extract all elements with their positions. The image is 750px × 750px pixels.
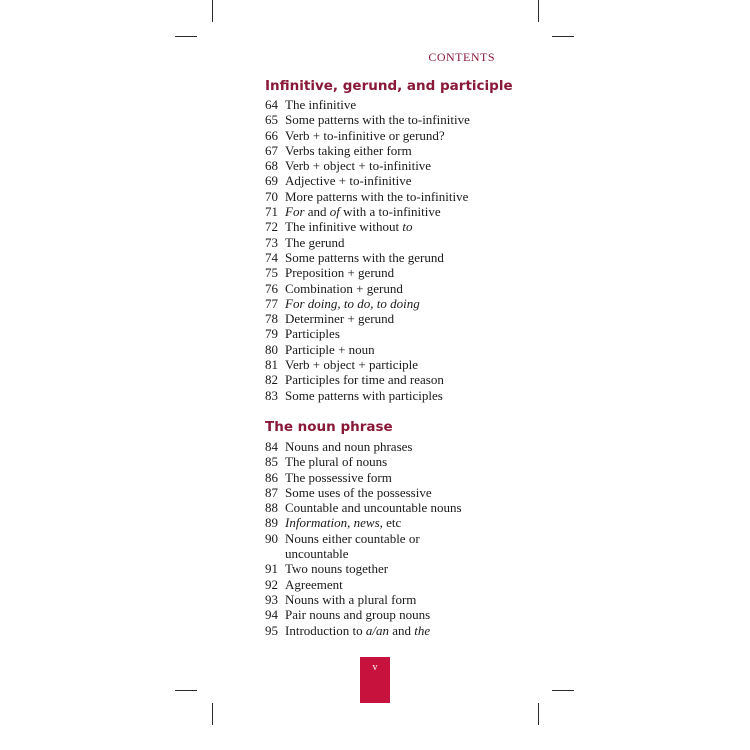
toc-entry-title: The gerund <box>285 234 345 250</box>
toc-entry-title: Nouns either countable or uncountable <box>285 531 505 562</box>
toc-entry-title: Verb + object + participle <box>285 357 419 373</box>
toc-entry-title: Some patterns with the gerund <box>285 249 444 265</box>
toc-entry-title: Participles <box>285 326 340 342</box>
crop-mark-left-bottom <box>175 690 197 691</box>
crop-mark-bottom-left <box>212 703 213 725</box>
page-number: v <box>372 662 378 673</box>
toc-entry-number: 84 <box>265 439 278 454</box>
toc-entry-title: Combination + gerund <box>285 280 403 296</box>
toc-entry[interactable] <box>265 204 505 219</box>
crop-mark-right-top <box>552 36 574 37</box>
toc-entry-number: 77 <box>265 295 278 311</box>
toc-entry[interactable] <box>265 173 505 188</box>
toc-entry[interactable] <box>265 281 505 296</box>
crop-mark-left-top <box>175 36 197 37</box>
toc-entry-title: Introduction to a/an and the <box>285 622 431 638</box>
toc-entry[interactable] <box>265 311 505 326</box>
toc-entry[interactable] <box>265 561 505 576</box>
toc-entry-title: Information, news, etc <box>285 515 402 531</box>
toc-entry[interactable] <box>265 342 505 357</box>
toc-entry[interactable] <box>265 577 505 592</box>
toc-entry[interactable] <box>265 158 505 173</box>
toc-entry-number: 76 <box>265 280 278 296</box>
toc-entry-title: Nouns with a plural form <box>285 591 417 607</box>
toc-entry-number: 70 <box>265 188 278 204</box>
toc-entry[interactable] <box>265 265 505 280</box>
toc-entry-number: 92 <box>265 576 278 592</box>
toc-entry-number: 73 <box>265 234 278 250</box>
toc-entry[interactable] <box>265 250 505 265</box>
toc-entry[interactable] <box>265 372 505 387</box>
toc-entry[interactable] <box>265 470 505 485</box>
toc-entry[interactable] <box>265 326 505 341</box>
toc-entry[interactable] <box>265 515 505 530</box>
toc-entry-title: Verb + object + to-infinitive <box>285 158 432 174</box>
toc-entry-title: The possessive form <box>285 469 392 485</box>
toc-entry-number: 82 <box>265 372 278 388</box>
toc-entry[interactable] <box>265 219 505 234</box>
toc-entry-number: 95 <box>265 622 278 638</box>
toc-entry[interactable] <box>265 500 505 515</box>
toc-entry-title: Countable and uncountable nouns <box>285 500 462 516</box>
toc-entry[interactable] <box>265 592 505 607</box>
toc-entry-title: For doing, to do, to doing <box>285 295 420 311</box>
toc-entry-title: More patterns with the to-infinitive <box>285 188 469 204</box>
toc-entry-title: Verb + to-infinitive or gerund? <box>285 127 445 143</box>
toc-entry-number: 75 <box>265 265 278 281</box>
section-heading: The noun phrase <box>265 419 393 435</box>
toc-entry-title: Pair nouns and group nouns <box>285 607 431 623</box>
toc-entry-title: Verbs taking either form <box>285 142 412 158</box>
toc-entry-number: 93 <box>265 591 278 607</box>
running-head: CONTENTS <box>428 50 495 64</box>
toc-entry[interactable] <box>265 189 505 204</box>
toc-entry-title: The plural of nouns <box>285 454 388 470</box>
toc-entry-title: Participles for time and reason <box>285 372 444 388</box>
toc-entry[interactable] <box>265 531 505 562</box>
toc-entry-number: 94 <box>265 607 278 623</box>
toc-entry-number: 65 <box>265 112 278 128</box>
crop-mark-bottom-right <box>538 703 539 725</box>
toc-list <box>265 97 505 403</box>
toc-entry-title-continuation: uncountable <box>285 546 349 562</box>
toc-entry-number: 78 <box>265 311 278 327</box>
toc-entry[interactable] <box>265 607 505 622</box>
toc-entry[interactable] <box>265 357 505 372</box>
toc-entry-number: 86 <box>265 469 278 485</box>
toc-entry-title: Preposition + gerund <box>285 265 395 281</box>
toc-entry-title: The infinitive <box>285 97 357 112</box>
toc-entry-title: Some patterns with the to-infinitive <box>285 112 470 128</box>
toc-entry-number: 88 <box>265 500 278 516</box>
toc-entry-number: 79 <box>265 326 278 342</box>
toc-entry-title: For and of with a to-infinitive <box>285 204 441 220</box>
toc-entry-number: 68 <box>265 158 278 174</box>
crop-mark-right-bottom <box>552 690 574 691</box>
toc-entry-title: Adjective + to-infinitive <box>285 173 412 189</box>
toc-entry[interactable] <box>265 143 505 158</box>
toc-entry[interactable] <box>265 97 505 112</box>
toc-entry-title: Two nouns together <box>285 561 389 577</box>
toc-entry[interactable] <box>265 454 505 469</box>
toc-entry[interactable] <box>265 623 505 638</box>
toc-entry[interactable] <box>265 439 505 454</box>
toc-entry-title: The infinitive without to <box>285 219 413 235</box>
toc-entry-title: Nouns and noun phrases <box>285 439 413 454</box>
toc-entry-title: Determiner + gerund <box>285 311 395 327</box>
toc-entry-number: 69 <box>265 173 278 189</box>
toc-entry[interactable] <box>265 388 505 403</box>
toc-entry-number: 89 <box>265 515 278 531</box>
toc-entry-number: 91 <box>265 561 278 577</box>
toc-entry[interactable] <box>265 128 505 143</box>
toc-entry-number: 85 <box>265 454 278 470</box>
toc-entry-number: 71 <box>265 204 278 220</box>
toc-entry-title: Agreement <box>285 576 343 592</box>
toc-entry-number: 81 <box>265 357 278 373</box>
crop-mark-top-left <box>212 0 213 22</box>
toc-entry-number: 87 <box>265 484 278 500</box>
toc-entry-number: 67 <box>265 142 278 158</box>
toc-entry-title: Some uses of the possessive <box>285 484 432 500</box>
page-number-tab <box>360 657 390 703</box>
section-heading: Infinitive, gerund, and participle <box>265 78 513 94</box>
toc-entry-number: 72 <box>265 219 278 235</box>
crop-mark-top-right <box>538 0 539 22</box>
toc-entry-number: 80 <box>265 341 278 357</box>
toc-entry-title: Participle + noun <box>285 341 375 357</box>
toc-list <box>265 439 505 638</box>
toc-entry[interactable] <box>265 296 505 311</box>
toc-entry-title: Some patterns with participles <box>285 387 443 403</box>
toc-entry[interactable] <box>265 112 505 127</box>
toc-entry-number: 90 <box>265 530 278 546</box>
toc-entry-number: 83 <box>265 387 278 403</box>
toc-entry-number: 64 <box>265 97 278 112</box>
toc-entry-number: 74 <box>265 249 278 265</box>
toc-entry[interactable] <box>265 485 505 500</box>
toc-entry[interactable] <box>265 235 505 250</box>
toc-entry-number: 66 <box>265 127 278 143</box>
